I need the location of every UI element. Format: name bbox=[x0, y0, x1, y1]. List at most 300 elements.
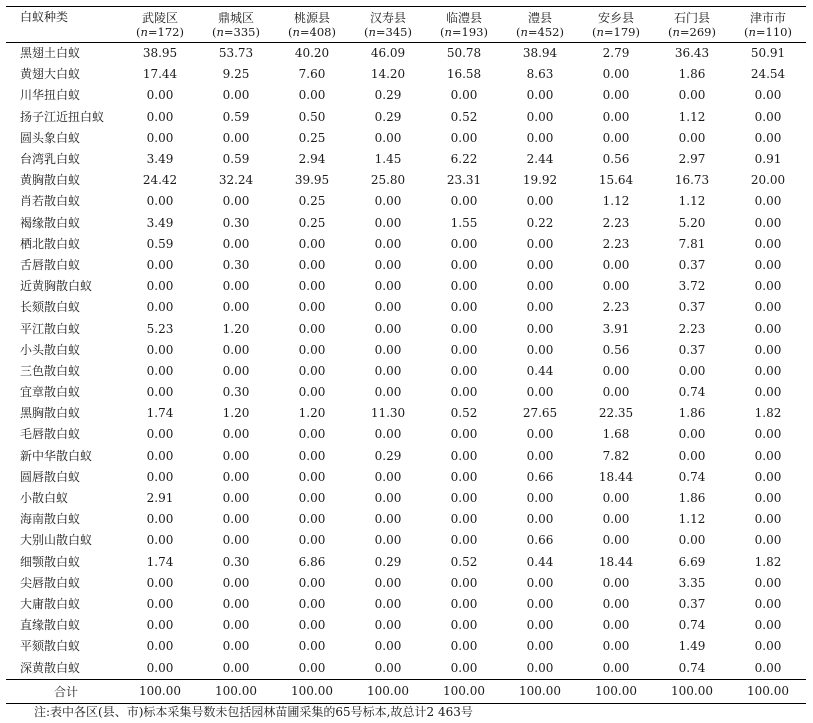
percentage-cell: 1.74 bbox=[146, 406, 174, 421]
district-name: 澧县 bbox=[527, 10, 552, 25]
sample-count: (n=110) bbox=[743, 24, 792, 39]
percentage-cell: 0.00 bbox=[146, 448, 174, 463]
percentage-cell: 0.00 bbox=[450, 236, 478, 251]
percentage-cell: 0.00 bbox=[450, 575, 478, 590]
percentage-cell: 0.00 bbox=[526, 342, 554, 357]
percentage-cell: 0.00 bbox=[526, 300, 554, 315]
species-column-header: 白蚁种类 bbox=[20, 10, 69, 24]
percentage-cell: 0.30 bbox=[222, 215, 250, 230]
percentage-cell: 7.81 bbox=[678, 236, 706, 251]
percentage-cell: 7.82 bbox=[602, 448, 630, 463]
percentage-cell: 1.12 bbox=[678, 194, 706, 209]
percentage-cell: 50.78 bbox=[446, 46, 482, 61]
percentage-cell: 2.23 bbox=[602, 215, 630, 230]
percentage-cell: 0.00 bbox=[222, 575, 250, 590]
percentage-cell: 0.00 bbox=[526, 88, 554, 103]
percentage-cell: 3.49 bbox=[146, 152, 174, 167]
percentage-cell: 0.00 bbox=[526, 427, 554, 442]
percentage-cell: 3.91 bbox=[602, 321, 630, 336]
percentage-cell: 0.00 bbox=[602, 385, 630, 400]
percentage-cell: 0.00 bbox=[298, 88, 326, 103]
table-row bbox=[6, 107, 806, 128]
percentage-cell: 0.00 bbox=[374, 596, 402, 611]
percentage-cell: 3.35 bbox=[678, 575, 706, 590]
percentage-cell: 2.79 bbox=[602, 46, 630, 61]
percentage-cell: 0.00 bbox=[298, 596, 326, 611]
percentage-cell: 0.00 bbox=[146, 194, 174, 209]
percentage-cell: 1.12 bbox=[602, 194, 630, 209]
percentage-cell: 0.52 bbox=[450, 406, 478, 421]
percentage-cell: 0.00 bbox=[754, 194, 782, 209]
percentage-cell: 0.00 bbox=[450, 427, 478, 442]
percentage-cell: 0.30 bbox=[222, 385, 250, 400]
species-name: 近黄胸散白蚁 bbox=[20, 279, 93, 294]
district-name: 津市市 bbox=[749, 10, 786, 25]
sample-count-value: 269 bbox=[689, 24, 712, 39]
percentage-cell: 0.44 bbox=[526, 554, 554, 569]
percentage-cell: 0.00 bbox=[754, 88, 782, 103]
percentage-cell: 0.00 bbox=[146, 639, 174, 654]
percentage-cell: 0.00 bbox=[754, 618, 782, 633]
table-row bbox=[6, 361, 806, 382]
table-row bbox=[6, 318, 806, 339]
percentage-cell: 0.00 bbox=[602, 109, 630, 124]
percentage-cell: 0.37 bbox=[678, 342, 706, 357]
percentage-cell: 0.00 bbox=[602, 639, 630, 654]
species-name: 海南散白蚁 bbox=[20, 512, 81, 527]
percentage-cell: 0.00 bbox=[450, 596, 478, 611]
percentage-cell: 1.20 bbox=[222, 321, 250, 336]
percentage-cell: 5.23 bbox=[146, 321, 174, 336]
table-row bbox=[6, 424, 806, 445]
percentage-cell: 1.55 bbox=[450, 215, 478, 230]
percentage-cell: 0.00 bbox=[526, 639, 554, 654]
percentage-cell: 2.97 bbox=[678, 152, 706, 167]
percentage-cell: 0.00 bbox=[374, 194, 402, 209]
percentage-cell: 0.00 bbox=[374, 512, 402, 527]
percentage-cell: 1.82 bbox=[754, 554, 782, 569]
percentage-cell: 0.00 bbox=[146, 130, 174, 145]
percentage-cell: 0.00 bbox=[298, 321, 326, 336]
sample-count: (n=345) bbox=[363, 24, 412, 39]
percentage-cell: 19.92 bbox=[522, 173, 558, 188]
sample-count: (n=172) bbox=[135, 24, 184, 39]
percentage-cell: 15.64 bbox=[598, 173, 634, 188]
percentage-cell: 0.29 bbox=[374, 448, 402, 463]
percentage-cell: 0.00 bbox=[754, 257, 782, 272]
table-footnote: 注:表中各区(县、市)标本采集号数未包括园林苗圃采集的65号标本,故总计2 463号 bbox=[34, 705, 473, 719]
percentage-cell: 0.00 bbox=[754, 385, 782, 400]
percentage-cell: 0.00 bbox=[526, 257, 554, 272]
percentage-cell: 0.00 bbox=[526, 236, 554, 251]
species-name: 黑翅土白蚁 bbox=[20, 46, 81, 61]
percentage-cell: 0.00 bbox=[374, 130, 402, 145]
percentage-cell: 1.45 bbox=[374, 152, 402, 167]
species-name: 圆头象白蚁 bbox=[20, 130, 81, 145]
percentage-cell: 1.68 bbox=[602, 427, 630, 442]
percentage-cell: 0.74 bbox=[678, 660, 706, 675]
sample-count: (n=452) bbox=[515, 24, 564, 39]
table-row bbox=[6, 43, 806, 65]
percentage-cell: 0.00 bbox=[298, 575, 326, 590]
species-name: 平颏散白蚁 bbox=[20, 639, 81, 654]
percentage-cell: 0.00 bbox=[374, 491, 402, 506]
percentage-cell: 0.00 bbox=[222, 660, 250, 675]
table-row bbox=[6, 467, 806, 488]
percentage-cell: 0.25 bbox=[298, 215, 326, 230]
species-name: 尖唇散白蚁 bbox=[20, 575, 81, 590]
percentage-cell: 0.00 bbox=[374, 385, 402, 400]
percentage-cell: 0.29 bbox=[374, 109, 402, 124]
percentage-cell: 2.44 bbox=[526, 152, 554, 167]
percentage-cell: 0.74 bbox=[678, 469, 706, 484]
percentage-cell: 0.56 bbox=[602, 152, 630, 167]
percentage-cell: 0.00 bbox=[222, 342, 250, 357]
percentage-cell: 0.22 bbox=[526, 215, 554, 230]
district-name: 武陵区 bbox=[141, 10, 178, 25]
percentage-cell: 0.59 bbox=[146, 236, 174, 251]
species-name: 三色散白蚁 bbox=[20, 363, 81, 378]
percentage-cell: 2.23 bbox=[602, 236, 630, 251]
percentage-cell: 0.00 bbox=[222, 618, 250, 633]
percentage-cell: 38.94 bbox=[522, 46, 558, 61]
percentage-cell: 0.00 bbox=[146, 575, 174, 590]
sample-count-value: 408 bbox=[309, 24, 332, 39]
percentage-cell: 0.00 bbox=[450, 618, 478, 633]
percentage-cell: 0.00 bbox=[146, 109, 174, 124]
percentage-cell: 0.00 bbox=[526, 130, 554, 145]
percentage-cell: 0.00 bbox=[450, 342, 478, 357]
percentage-cell: 0.00 bbox=[298, 427, 326, 442]
sample-count-value: 335 bbox=[233, 24, 256, 39]
district-column-header bbox=[198, 7, 274, 43]
total-cell: 100.00 bbox=[671, 684, 713, 699]
total-label: 合计 bbox=[54, 684, 79, 699]
percentage-cell: 0.00 bbox=[298, 342, 326, 357]
percentage-cell: 0.00 bbox=[754, 363, 782, 378]
percentage-cell: 0.00 bbox=[450, 88, 478, 103]
table-row bbox=[6, 64, 806, 85]
species-name: 小头散白蚁 bbox=[20, 342, 81, 357]
percentage-cell: 0.00 bbox=[602, 596, 630, 611]
percentage-cell: 0.00 bbox=[754, 300, 782, 315]
percentage-cell: 0.00 bbox=[754, 512, 782, 527]
percentage-cell: 2.94 bbox=[298, 152, 326, 167]
percentage-cell: 3.49 bbox=[146, 215, 174, 230]
percentage-cell: 0.66 bbox=[526, 533, 554, 548]
percentage-cell: 0.00 bbox=[374, 321, 402, 336]
table-row bbox=[6, 297, 806, 318]
percentage-cell: 0.00 bbox=[450, 639, 478, 654]
percentage-cell: 0.00 bbox=[526, 321, 554, 336]
percentage-cell: 0.59 bbox=[222, 152, 250, 167]
percentage-cell: 38.95 bbox=[142, 46, 178, 61]
percentage-cell: 2.23 bbox=[678, 321, 706, 336]
table-row bbox=[6, 85, 806, 106]
sample-count-value: 345 bbox=[385, 24, 408, 39]
percentage-cell: 0.37 bbox=[678, 257, 706, 272]
percentage-cell: 0.00 bbox=[298, 469, 326, 484]
percentage-cell: 0.00 bbox=[526, 512, 554, 527]
percentage-cell: 0.00 bbox=[146, 533, 174, 548]
percentage-cell: 0.00 bbox=[602, 491, 630, 506]
table-row bbox=[6, 128, 806, 149]
district-name: 鼎城区 bbox=[217, 10, 254, 25]
district-name: 安乡县 bbox=[597, 10, 634, 25]
percentage-cell: 0.00 bbox=[678, 448, 706, 463]
sample-count: (n=408) bbox=[287, 24, 336, 39]
percentage-cell: 0.00 bbox=[450, 469, 478, 484]
percentage-cell: 46.09 bbox=[370, 46, 406, 61]
percentage-cell: 0.00 bbox=[526, 596, 554, 611]
percentage-cell: 1.86 bbox=[678, 491, 706, 506]
percentage-cell: 0.00 bbox=[146, 427, 174, 442]
percentage-cell: 0.00 bbox=[450, 491, 478, 506]
percentage-cell: 0.00 bbox=[222, 236, 250, 251]
percentage-cell: 32.24 bbox=[218, 173, 254, 188]
percentage-cell: 0.00 bbox=[450, 257, 478, 272]
percentage-cell: 0.00 bbox=[374, 363, 402, 378]
percentage-cell: 0.00 bbox=[374, 300, 402, 315]
percentage-cell: 1.74 bbox=[146, 554, 174, 569]
percentage-cell: 0.00 bbox=[526, 109, 554, 124]
percentage-cell: 0.00 bbox=[602, 279, 630, 294]
percentage-cell: 0.50 bbox=[298, 109, 326, 124]
percentage-cell: 1.86 bbox=[678, 406, 706, 421]
percentage-cell: 0.00 bbox=[754, 448, 782, 463]
table-row bbox=[6, 213, 806, 234]
percentage-cell: 0.00 bbox=[298, 257, 326, 272]
percentage-cell: 0.00 bbox=[222, 279, 250, 294]
percentage-cell: 0.00 bbox=[450, 321, 478, 336]
species-name: 深黄散白蚁 bbox=[20, 660, 81, 675]
percentage-cell: 1.20 bbox=[298, 406, 326, 421]
percentage-cell: 18.44 bbox=[598, 554, 634, 569]
percentage-cell: 0.00 bbox=[374, 639, 402, 654]
percentage-cell: 0.00 bbox=[754, 321, 782, 336]
total-cell: 100.00 bbox=[291, 684, 333, 699]
species-name: 黄翅大白蚁 bbox=[20, 67, 81, 82]
table-row bbox=[6, 403, 806, 424]
species-name: 宜章散白蚁 bbox=[20, 385, 81, 400]
percentage-cell: 50.91 bbox=[750, 46, 786, 61]
percentage-cell: 24.54 bbox=[750, 67, 786, 82]
percentage-cell: 0.00 bbox=[754, 109, 782, 124]
percentage-cell: 0.25 bbox=[298, 194, 326, 209]
percentage-cell: 0.00 bbox=[678, 363, 706, 378]
table-row bbox=[6, 552, 806, 573]
percentage-cell: 0.00 bbox=[374, 236, 402, 251]
percentage-cell: 0.00 bbox=[146, 469, 174, 484]
total-cell: 100.00 bbox=[595, 684, 637, 699]
percentage-cell: 0.00 bbox=[146, 660, 174, 675]
species-name: 褐缘散白蚁 bbox=[20, 215, 81, 230]
percentage-cell: 0.00 bbox=[222, 639, 250, 654]
percentage-cell: 0.00 bbox=[526, 385, 554, 400]
percentage-cell: 0.00 bbox=[374, 618, 402, 633]
table-row bbox=[6, 615, 806, 636]
percentage-cell: 0.00 bbox=[754, 130, 782, 145]
sample-count: (n=179) bbox=[591, 24, 640, 39]
percentage-cell: 0.74 bbox=[678, 618, 706, 633]
percentage-cell: 0.00 bbox=[146, 300, 174, 315]
percentage-cell: 0.00 bbox=[298, 512, 326, 527]
species-name: 舌唇散白蚁 bbox=[20, 257, 81, 272]
table-row bbox=[6, 488, 806, 509]
header-row bbox=[6, 7, 806, 43]
percentage-cell: 0.00 bbox=[602, 67, 630, 82]
percentage-cell: 0.00 bbox=[146, 279, 174, 294]
percentage-cell: 0.37 bbox=[678, 300, 706, 315]
percentage-cell: 0.44 bbox=[526, 363, 554, 378]
percentage-cell: 0.00 bbox=[222, 130, 250, 145]
percentage-cell: 0.52 bbox=[450, 554, 478, 569]
percentage-cell: 39.95 bbox=[294, 173, 330, 188]
percentage-cell: 0.00 bbox=[222, 363, 250, 378]
percentage-cell: 0.00 bbox=[602, 88, 630, 103]
percentage-cell: 0.00 bbox=[146, 257, 174, 272]
percentage-cell: 0.00 bbox=[526, 618, 554, 633]
percentage-cell: 0.00 bbox=[298, 300, 326, 315]
percentage-cell: 0.00 bbox=[298, 448, 326, 463]
percentage-cell: 22.35 bbox=[598, 406, 634, 421]
species-name: 黄胸散白蚁 bbox=[20, 173, 81, 188]
percentage-cell: 0.00 bbox=[222, 533, 250, 548]
percentage-cell: 0.00 bbox=[146, 385, 174, 400]
percentage-cell: 6.22 bbox=[450, 152, 478, 167]
table-row bbox=[6, 276, 806, 297]
species-name: 大别山散白蚁 bbox=[20, 533, 93, 548]
table-row bbox=[6, 594, 806, 615]
district-name: 桃源县 bbox=[293, 10, 330, 25]
percentage-cell: 0.00 bbox=[222, 469, 250, 484]
district-name: 汉寿县 bbox=[369, 10, 406, 25]
percentage-cell: 0.00 bbox=[374, 257, 402, 272]
percentage-cell: 0.00 bbox=[222, 427, 250, 442]
percentage-cell: 0.00 bbox=[754, 469, 782, 484]
percentage-cell: 0.00 bbox=[678, 130, 706, 145]
percentage-cell: 0.00 bbox=[754, 533, 782, 548]
sample-count: (n=335) bbox=[211, 24, 260, 39]
percentage-cell: 0.00 bbox=[602, 130, 630, 145]
table-row bbox=[6, 636, 806, 657]
percentage-cell: 0.00 bbox=[450, 363, 478, 378]
total-cell: 100.00 bbox=[519, 684, 561, 699]
percentage-cell: 6.69 bbox=[678, 554, 706, 569]
table-row bbox=[6, 170, 806, 191]
species-name: 黑胸散白蚁 bbox=[20, 406, 81, 421]
percentage-cell: 0.00 bbox=[754, 236, 782, 251]
percentage-cell: 0.00 bbox=[450, 130, 478, 145]
percentage-cell: 0.00 bbox=[450, 194, 478, 209]
percentage-cell: 1.86 bbox=[678, 67, 706, 82]
percentage-cell: 0.00 bbox=[298, 491, 326, 506]
sample-count-value: 172 bbox=[157, 24, 180, 39]
percentage-cell: 0.00 bbox=[450, 533, 478, 548]
species-name: 小散白蚁 bbox=[20, 491, 69, 506]
total-cell: 100.00 bbox=[443, 684, 485, 699]
percentage-cell: 0.25 bbox=[298, 130, 326, 145]
sample-count-value: 110 bbox=[765, 24, 788, 39]
percentage-cell: 0.00 bbox=[298, 385, 326, 400]
species-name: 直缘散白蚁 bbox=[20, 618, 81, 633]
percentage-cell: 0.00 bbox=[374, 469, 402, 484]
percentage-cell: 0.66 bbox=[526, 469, 554, 484]
percentage-cell: 0.00 bbox=[602, 575, 630, 590]
table-row bbox=[6, 382, 806, 403]
percentage-cell: 0.00 bbox=[754, 427, 782, 442]
table-body bbox=[6, 43, 806, 680]
species-name: 栖北散白蚁 bbox=[20, 236, 81, 251]
percentage-cell: 9.25 bbox=[222, 67, 250, 82]
percentage-cell: 0.00 bbox=[146, 342, 174, 357]
percentage-cell: 0.00 bbox=[146, 363, 174, 378]
percentage-cell: 0.00 bbox=[374, 427, 402, 442]
percentage-cell: 0.00 bbox=[754, 575, 782, 590]
percentage-cell: 0.52 bbox=[450, 109, 478, 124]
percentage-cell: 0.00 bbox=[374, 660, 402, 675]
percentage-cell: 7.60 bbox=[298, 67, 326, 82]
table-row bbox=[6, 446, 806, 467]
percentage-cell: 0.00 bbox=[754, 596, 782, 611]
percentage-cell: 0.00 bbox=[526, 575, 554, 590]
species-name: 川华扭白蚁 bbox=[20, 88, 81, 103]
percentage-cell: 0.00 bbox=[222, 512, 250, 527]
district-column-header bbox=[122, 7, 198, 43]
species-name: 台湾乳白蚁 bbox=[20, 152, 81, 167]
percentage-cell: 1.12 bbox=[678, 109, 706, 124]
total-row bbox=[6, 679, 806, 703]
percentage-cell: 1.49 bbox=[678, 639, 706, 654]
percentage-cell: 0.00 bbox=[450, 448, 478, 463]
percentage-cell: 0.00 bbox=[298, 618, 326, 633]
percentage-cell: 0.00 bbox=[146, 596, 174, 611]
percentage-cell: 0.00 bbox=[450, 300, 478, 315]
table-row bbox=[6, 149, 806, 170]
sample-count: (n=269) bbox=[667, 24, 716, 39]
district-column-header bbox=[502, 7, 578, 43]
percentage-cell: 1.20 bbox=[222, 406, 250, 421]
percentage-cell: 0.30 bbox=[222, 554, 250, 569]
species-proportion-table bbox=[6, 6, 806, 704]
table-row bbox=[6, 657, 806, 679]
species-name: 新中华散白蚁 bbox=[20, 448, 93, 463]
species-name: 扬子江近扭白蚁 bbox=[20, 109, 105, 124]
percentage-cell: 36.43 bbox=[674, 46, 710, 61]
percentage-cell: 0.00 bbox=[754, 215, 782, 230]
district-column-header bbox=[350, 7, 426, 43]
percentage-cell: 27.65 bbox=[522, 406, 558, 421]
percentage-cell: 20.00 bbox=[750, 173, 786, 188]
percentage-cell: 14.20 bbox=[370, 67, 406, 82]
sample-count-value: 179 bbox=[613, 24, 636, 39]
percentage-cell: 0.00 bbox=[678, 427, 706, 442]
percentage-cell: 0.00 bbox=[222, 194, 250, 209]
percentage-cell: 0.00 bbox=[222, 596, 250, 611]
percentage-cell: 0.00 bbox=[146, 512, 174, 527]
species-name: 圆唇散白蚁 bbox=[20, 469, 81, 484]
table-row bbox=[6, 530, 806, 551]
table-row bbox=[6, 191, 806, 212]
percentage-cell: 0.00 bbox=[526, 660, 554, 675]
percentage-cell: 6.86 bbox=[298, 554, 326, 569]
percentage-cell: 2.23 bbox=[602, 300, 630, 315]
percentage-cell: 0.00 bbox=[754, 660, 782, 675]
percentage-cell: 0.00 bbox=[374, 533, 402, 548]
percentage-cell: 17.44 bbox=[142, 67, 178, 82]
district-column-header bbox=[730, 7, 806, 43]
species-name: 毛唇散白蚁 bbox=[20, 427, 81, 442]
